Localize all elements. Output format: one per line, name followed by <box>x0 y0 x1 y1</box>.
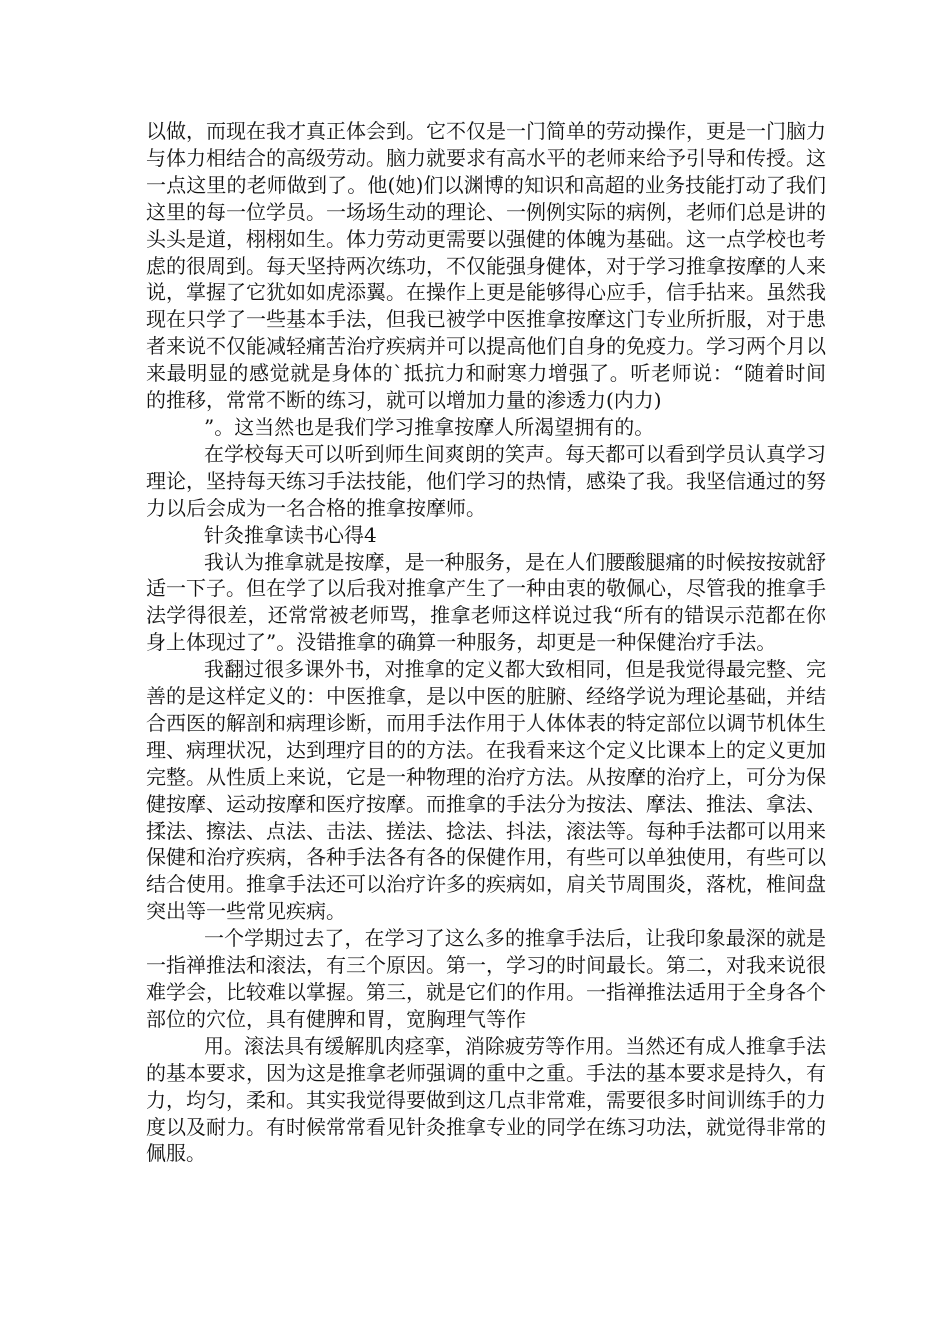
paragraph-7: 用。滚法具有缓解肌肉痉挛，消除疲劳等作用。当然还有成人推拿手法的基本要求，因为这是推拿老师强调的重中之重。手法的基本要求是持久，有力，均匀，柔和。其实我觉得要做到这几点非常难，需要很多时间训练手的力度以及耐力。有时候常常看见针灸推拿专业的同学在练习功法，就觉得非常的佩服。 <box>146 1033 826 1166</box>
paragraph-6: 一个学期过去了，在学习了这么多的推拿手法后，让我印象最深的就是一指禅推法和滚法，有三个原因。第一，学习的时间最长。第二，对我来说很难学会，比较难以掌握。第三，就是它们的作用。一指禅推法适用于全身各个部位的穴位，具有健脾和胃，宽胸理气等作 <box>146 926 826 1031</box>
document-page <box>146 118 826 1167</box>
paragraph-1: 以做，而现在我才真正体会到。它不仅是一门简单的劳动操作，更是一门脑力与体力相结合的高级劳动。脑力就要求有高水平的老师来给予引导和传授。这一点这里的老师做到了。他(她)们以渊博的知识和高超的业务技能打动了我们这里的每一位学员。一场场生动的理论、一例例实际的病例，老师们总是讲的头头是道，栩栩如生。体力劳动更需要以强健的体魄为基础。这一点学校也考虑的很周到。每天坚持两次练功，不仅能强身健体，对于学习推拿按摩的人来说，掌握了它犹如如虎添翼。在操作上更是能够得心应手，信手拈来。虽然我现在只学了一些基本手法，但我已被学中医推拿按摩这门专业所折服，对于患者来说不仅能减轻痛苦治疗疾病并可以提高他们自身的免疫力。学习两个月以来最明显的感觉就是身体的`抵抗力和耐寒力增强了。听老师说：“随着时间的推移，常常不断的练习，就可以增加力量的渗透力(内力) <box>146 119 826 413</box>
paragraph-2: ”。这当然也是我们学习推拿按摩人所渴望拥有的。 <box>204 414 655 439</box>
paragraph-3: 在学校每天可以听到师生间爽朗的笑声。每天都可以看到学员认真学习理论，坚持每天练习手法技能，他们学习的热情，感染了我。我坚信通过的努力以后会成为一名合格的推拿按摩师。 <box>146 441 826 520</box>
section-heading: 针灸推拿读书心得4 <box>204 522 377 547</box>
paragraph-5: 我翻过很多课外书，对推拿的定义都大致相同，但是我觉得最完整、完善的是这样定义的：中医推拿，是以中医的脏腑、经络学说为理论基础，并结合西医的解剖和病理诊断，而用手法作用于人体体表的特定部位以调节机体生理、病理状况，达到理疗目的的方法。在我看来这个定义比课本上的定义更加完整。从性质上来说，它是一种物理的治疗方法。从按摩的治疗上，可分为保健按摩、运动按摩和医疗按摩。而推拿的手法分为按法、摩法、推法、拿法、揉法、擦法、点法、击法、搓法、捻法、抖法，滚法等。每种手法都可以用来保健和治疗疾病，各种手法各有各的保健作用，有些可以单独使用，有些可以结合使用。推拿手法还可以治疗许多的疾病如，肩关节周围炎，落枕，椎间盘突出等一些常见疾病。 <box>146 657 826 924</box>
paragraph-4: 我认为推拿就是按摩，是一种服务，是在人们腰酸腿痛的时候按按就舒适一下子。但在学了以后我对推拿产生了一种由衷的敬佩心，尽管我的推拿手法学得很差，还常常被老师骂，推拿老师这样说过我“所有的错误示范都在你身上体现过了”。没错推拿的确算一种服务，却更是一种保健治疗手法。 <box>146 549 826 655</box>
